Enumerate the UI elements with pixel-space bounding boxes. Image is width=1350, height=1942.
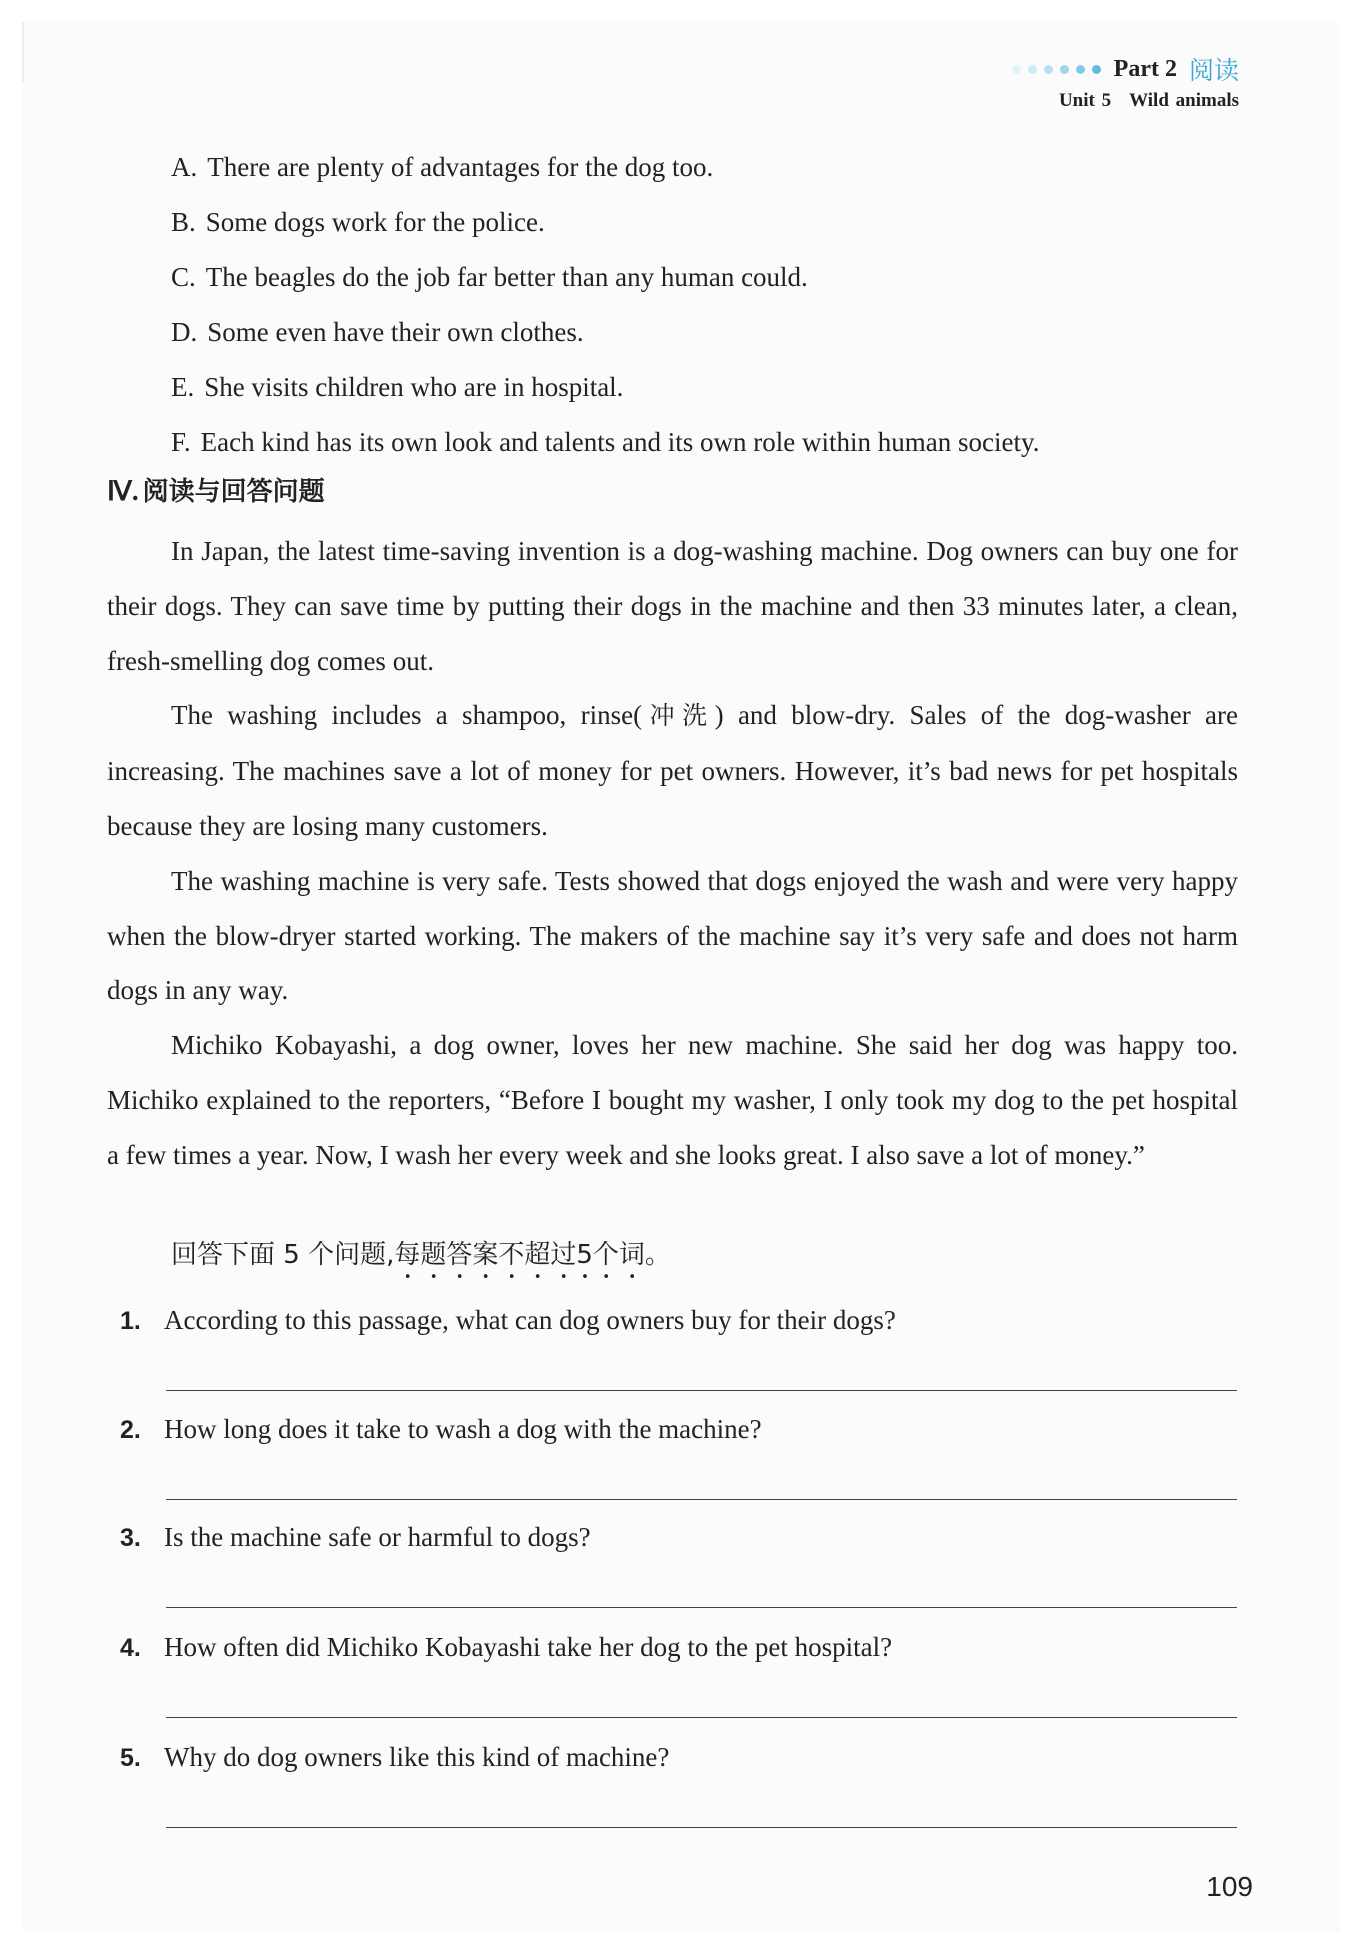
unit-line (1012, 90, 1239, 112)
instruction-emphasis: 每题答案不超过5个词 (394, 1240, 645, 1270)
option-text: There are plenty of advantages for the dog too. (207, 152, 714, 182)
option-text: She visits children who are in hospital. (204, 372, 624, 402)
question (120, 1409, 1240, 1450)
question-number: 1. (120, 1307, 141, 1335)
paragraph-text: The washing includes a shampoo, rinse( (171, 700, 643, 731)
question (120, 1627, 1240, 1668)
part-chinese-label: 阅读 (1188, 56, 1239, 85)
answer-line[interactable] (166, 1717, 1237, 1718)
option-letter: D. (171, 317, 198, 347)
passage-paragraph: Michiko Kobayashi, a dog owner, loves her new machine. She said her dog was happy too. Michiko explained to the reporters, “Before I bought my washer, I only took my dog to the pet hospital a few times a year. Now, I wash her every week and she looks great. I also save a lot of money.” (107, 1030, 1238, 1170)
option-text: Each kind has its own look and talents and its own role within human society. (200, 427, 1040, 457)
question (120, 1517, 1240, 1558)
dot-icon (1012, 65, 1021, 74)
instruction-text: 回答下面 5 个问题, (171, 1240, 395, 1270)
answer-line[interactable] (166, 1607, 1237, 1608)
answer-line[interactable] (166, 1499, 1237, 1500)
section-heading (107, 469, 325, 514)
decorative-dots (1012, 65, 1108, 74)
option-text: Some dogs work for the police. (205, 207, 545, 237)
unit-label: Unit 5 (1058, 90, 1112, 111)
option-item (171, 415, 1241, 470)
question-number: 5. (120, 1744, 141, 1772)
answer-line[interactable] (166, 1390, 1237, 1391)
dot-icon (1044, 65, 1053, 74)
dot-icon (1092, 65, 1101, 74)
passage-paragraph: In Japan, the latest time-saving invention is a dog-washing machine. Dog owners can buy one for their dogs. They can save time by putting their dogs in the machine and then 33 minutes later, a clean, fresh-smelling dog comes out. (107, 536, 1238, 676)
reading-passage (107, 524, 1238, 1183)
instruction-end: 。 (644, 1240, 671, 1270)
option-list (171, 140, 1241, 470)
section-title: 阅读与回答问题 (142, 477, 325, 507)
option-item (171, 305, 1241, 360)
option-text: The beagles do the job far better than any human could. (205, 262, 808, 292)
option-item (171, 195, 1241, 250)
question-number: 3. (120, 1524, 141, 1552)
question-number: 4. (120, 1634, 141, 1662)
dot-icon (1076, 65, 1085, 74)
option-letter: A. (171, 152, 198, 182)
question-text: According to this passage, what can dog owners buy for their dogs? (164, 1305, 896, 1335)
chinese-gloss: 冲洗 (642, 701, 715, 731)
question-text: How long does it take to wash a dog with the machine? (164, 1414, 762, 1444)
part-label: Part 2 (1113, 55, 1177, 82)
option-letter: B. (171, 207, 196, 237)
option-item (171, 360, 1241, 415)
option-letter: E. (171, 372, 195, 402)
dot-icon (1060, 65, 1069, 74)
question (120, 1300, 1240, 1341)
question-number: 2. (120, 1416, 141, 1444)
option-item (171, 250, 1241, 305)
page-number: 109 (1206, 1871, 1253, 1902)
option-text: Some even have their own clothes. (207, 317, 584, 347)
section-number: Ⅳ. (107, 476, 139, 506)
option-item (171, 140, 1241, 195)
unit-title: Wild animals (1129, 90, 1239, 111)
answer-line[interactable] (166, 1827, 1237, 1828)
dot-icon (1028, 65, 1037, 74)
option-letter: C. (171, 262, 196, 292)
option-letter: F. (171, 427, 191, 457)
question-text: Why do dog owners like this kind of machine? (164, 1742, 670, 1772)
passage-paragraph: The washing machine is very safe. Tests showed that dogs enjoyed the wash and were very happy when the blow-dryer started working. The makers of the machine say it’s very safe and does not harm dogs in any way. (107, 865, 1238, 1006)
page-edge (22, 22, 24, 82)
question-text: Is the machine safe or harmful to dogs? (164, 1522, 591, 1552)
instruction (171, 1230, 671, 1285)
question (120, 1737, 1240, 1778)
question-text: How often did Michiko Kobayashi take her dog to the pet hospital? (164, 1632, 893, 1662)
running-header (1012, 52, 1239, 112)
paragraph-text: ) and blow-dry. Sales of the dog-washer are increasing. The machines save a lot of money for pet owners. However, it’s bad news for pet hospitals because they are losing many customers. (107, 700, 1238, 841)
passage-paragraph (107, 688, 1238, 853)
